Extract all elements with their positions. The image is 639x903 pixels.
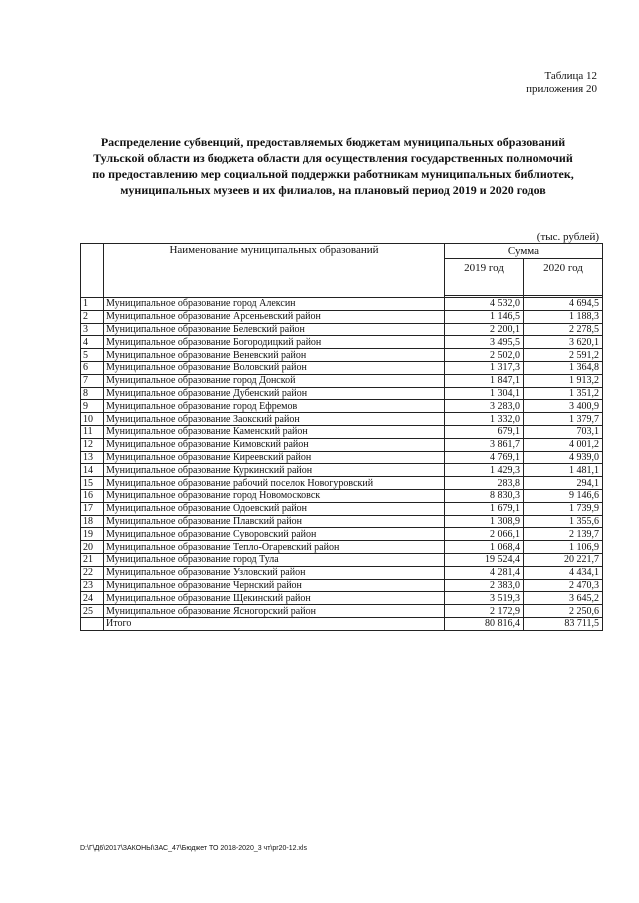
row-number: 2	[81, 310, 104, 323]
row-number: 7	[81, 374, 104, 387]
row-number: 13	[81, 451, 104, 464]
row-number: 1	[81, 298, 104, 311]
municipality-name: Муниципальное образование Тепло-Огаревский район	[104, 541, 445, 554]
value-2020: 1 379,7	[524, 413, 603, 426]
value-2020: 1 351,2	[524, 387, 603, 400]
value-2019: 3 519,3	[445, 592, 524, 605]
value-2020: 4 939,0	[524, 451, 603, 464]
subvention-table	[80, 243, 603, 631]
row-number: 15	[81, 477, 104, 490]
total-row	[81, 617, 603, 630]
row-number: 8	[81, 387, 104, 400]
table-row	[81, 425, 603, 438]
total-number-cell	[81, 617, 104, 630]
municipality-name: Муниципальное образование Веневский район	[104, 349, 445, 362]
table-row	[81, 464, 603, 477]
value-2020: 2 591,2	[524, 349, 603, 362]
table-row	[81, 528, 603, 541]
row-number: 3	[81, 323, 104, 336]
municipality-name: Муниципальное образование Куркинский район	[104, 464, 445, 477]
value-2020: 4 694,5	[524, 298, 603, 311]
header-year-2020: 2020 год	[524, 259, 603, 296]
value-2019: 3 495,5	[445, 336, 524, 349]
table-row	[81, 323, 603, 336]
municipality-name: Муниципальное образование город Тула	[104, 553, 445, 566]
row-number: 24	[81, 592, 104, 605]
row-number: 11	[81, 425, 104, 438]
value-2019: 3 861,7	[445, 438, 524, 451]
value-2019: 1 068,4	[445, 541, 524, 554]
value-2020: 9 146,6	[524, 489, 603, 502]
municipality-name: Муниципальное образование рабочий поселок Новогуровский	[104, 477, 445, 490]
table-row	[81, 438, 603, 451]
value-2020: 20 221,7	[524, 553, 603, 566]
value-2020: 1 106,9	[524, 541, 603, 554]
value-2019: 1 304,1	[445, 387, 524, 400]
municipality-name: Муниципальное образование Ясногорский район	[104, 605, 445, 618]
municipality-name: Муниципальное образование Узловский район	[104, 566, 445, 579]
value-2020: 2 139,7	[524, 528, 603, 541]
table-row	[81, 336, 603, 349]
table-row	[81, 387, 603, 400]
value-2020: 1 739,9	[524, 502, 603, 515]
value-2020: 3 645,2	[524, 592, 603, 605]
municipality-name: Муниципальное образование Киреевский район	[104, 451, 445, 464]
value-2019: 4 532,0	[445, 298, 524, 311]
document-title	[72, 134, 594, 198]
value-2019: 2 200,1	[445, 323, 524, 336]
row-number: 9	[81, 400, 104, 413]
value-2019: 1 317,3	[445, 361, 524, 374]
municipality-name: Муниципальное образование Воловский район	[104, 361, 445, 374]
total-2020: 83 711,5	[524, 617, 603, 630]
header-year-2019: 2019 год	[445, 259, 524, 296]
header-name: Наименование муниципальных образований	[104, 244, 445, 298]
table-row	[81, 592, 603, 605]
municipality-name: Муниципальное образование город Алексин	[104, 298, 445, 311]
municipality-name: Муниципальное образование Кимовский район	[104, 438, 445, 451]
title-line-4: муниципальных музеев и их филиалов, на плановый период 2019 и 2020 годов	[120, 183, 546, 197]
table-row	[81, 502, 603, 515]
value-2020: 1 188,3	[524, 310, 603, 323]
value-2020: 294,1	[524, 477, 603, 490]
title-line-3: по предоставлению мер социальной поддержки работникам муниципальных библиотек,	[92, 167, 574, 181]
value-2019: 2 172,9	[445, 605, 524, 618]
value-2020: 2 470,3	[524, 579, 603, 592]
table-row	[81, 349, 603, 362]
table-row	[81, 579, 603, 592]
municipality-name: Муниципальное образование Одоевский район	[104, 502, 445, 515]
units-label: (тыс. рублей)	[536, 231, 599, 243]
row-number: 6	[81, 361, 104, 374]
value-2019: 1 429,3	[445, 464, 524, 477]
municipality-name: Муниципальное образование город Донской	[104, 374, 445, 387]
table-row	[81, 400, 603, 413]
table-row	[81, 553, 603, 566]
title-line-1: Распределение субвенций, предоставляемых бюджетам муниципальных образований	[100, 135, 566, 149]
appendix-number: приложения 20	[526, 83, 597, 95]
value-2020: 3 400,9	[524, 400, 603, 413]
value-2019: 2 383,0	[445, 579, 524, 592]
file-path-footer: D:\Г\Д6\2017\ЗАКОНЫ\ЗАС_47\Бюджет ТО 2018-2020_3 чт\pr20-12.xls	[80, 845, 307, 852]
value-2020: 3 620,1	[524, 336, 603, 349]
value-2019: 3 283,0	[445, 400, 524, 413]
table-reference	[477, 70, 597, 96]
row-number: 22	[81, 566, 104, 579]
value-2020: 2 278,5	[524, 323, 603, 336]
value-2020: 1 913,2	[524, 374, 603, 387]
table-row	[81, 605, 603, 618]
municipality-name: Муниципальное образование Чернский район	[104, 579, 445, 592]
value-2019: 1 332,0	[445, 413, 524, 426]
municipality-name: Муниципальное образование Белевский район	[104, 323, 445, 336]
table-number: Таблица 12	[544, 70, 597, 82]
table-body	[81, 298, 603, 631]
municipality-name: Муниципальное образование Дубенский район	[104, 387, 445, 400]
value-2019: 2 066,1	[445, 528, 524, 541]
municipality-name: Муниципальное образование Щекинский район	[104, 592, 445, 605]
table-row	[81, 541, 603, 554]
municipality-name: Муниципальное образование Богородицкий район	[104, 336, 445, 349]
value-2019: 19 524,4	[445, 553, 524, 566]
row-number: 17	[81, 502, 104, 515]
value-2020: 4 001,2	[524, 438, 603, 451]
header-sum: Сумма	[445, 244, 603, 259]
row-number: 14	[81, 464, 104, 477]
row-number: 18	[81, 515, 104, 528]
municipality-name: Муниципальное образование Плавский район	[104, 515, 445, 528]
value-2020: 1 355,6	[524, 515, 603, 528]
municipality-name: Муниципальное образование Суворовский район	[104, 528, 445, 541]
row-number: 4	[81, 336, 104, 349]
value-2019: 4 281,4	[445, 566, 524, 579]
value-2020: 703,1	[524, 425, 603, 438]
row-number: 5	[81, 349, 104, 362]
row-number: 23	[81, 579, 104, 592]
table-row	[81, 477, 603, 490]
table-row	[81, 489, 603, 502]
total-label: Итого	[104, 617, 445, 630]
value-2019: 2 502,0	[445, 349, 524, 362]
table-row	[81, 515, 603, 528]
value-2019: 1 146,5	[445, 310, 524, 323]
table-row	[81, 451, 603, 464]
municipality-name: Муниципальное образование Заокский район	[104, 413, 445, 426]
municipality-name: Муниципальное образование город Новомосковск	[104, 489, 445, 502]
row-number: 12	[81, 438, 104, 451]
row-number: 25	[81, 605, 104, 618]
value-2020: 1 481,1	[524, 464, 603, 477]
row-number: 19	[81, 528, 104, 541]
municipality-name: Муниципальное образование Арсеньевский район	[104, 310, 445, 323]
value-2020: 1 364,8	[524, 361, 603, 374]
table-row	[81, 310, 603, 323]
value-2019: 1 679,1	[445, 502, 524, 515]
table-row	[81, 361, 603, 374]
municipality-name: Муниципальное образование город Ефремов	[104, 400, 445, 413]
value-2020: 2 250,6	[524, 605, 603, 618]
row-number: 16	[81, 489, 104, 502]
value-2019: 1 847,1	[445, 374, 524, 387]
value-2019: 283,8	[445, 477, 524, 490]
header-number-cell	[81, 244, 104, 298]
value-2019: 679,1	[445, 425, 524, 438]
value-2019: 4 769,1	[445, 451, 524, 464]
title-line-2: Тульской области из бюджета области для осуществления государственных полномочий	[93, 151, 573, 165]
municipality-name: Муниципальное образование Каменский район	[104, 425, 445, 438]
table-row	[81, 413, 603, 426]
table-row	[81, 298, 603, 311]
total-2019: 80 816,4	[445, 617, 524, 630]
value-2020: 4 434,1	[524, 566, 603, 579]
row-number: 20	[81, 541, 104, 554]
table-row	[81, 374, 603, 387]
value-2019: 8 830,3	[445, 489, 524, 502]
table-row	[81, 566, 603, 579]
row-number: 21	[81, 553, 104, 566]
value-2019: 1 308,9	[445, 515, 524, 528]
row-number: 10	[81, 413, 104, 426]
